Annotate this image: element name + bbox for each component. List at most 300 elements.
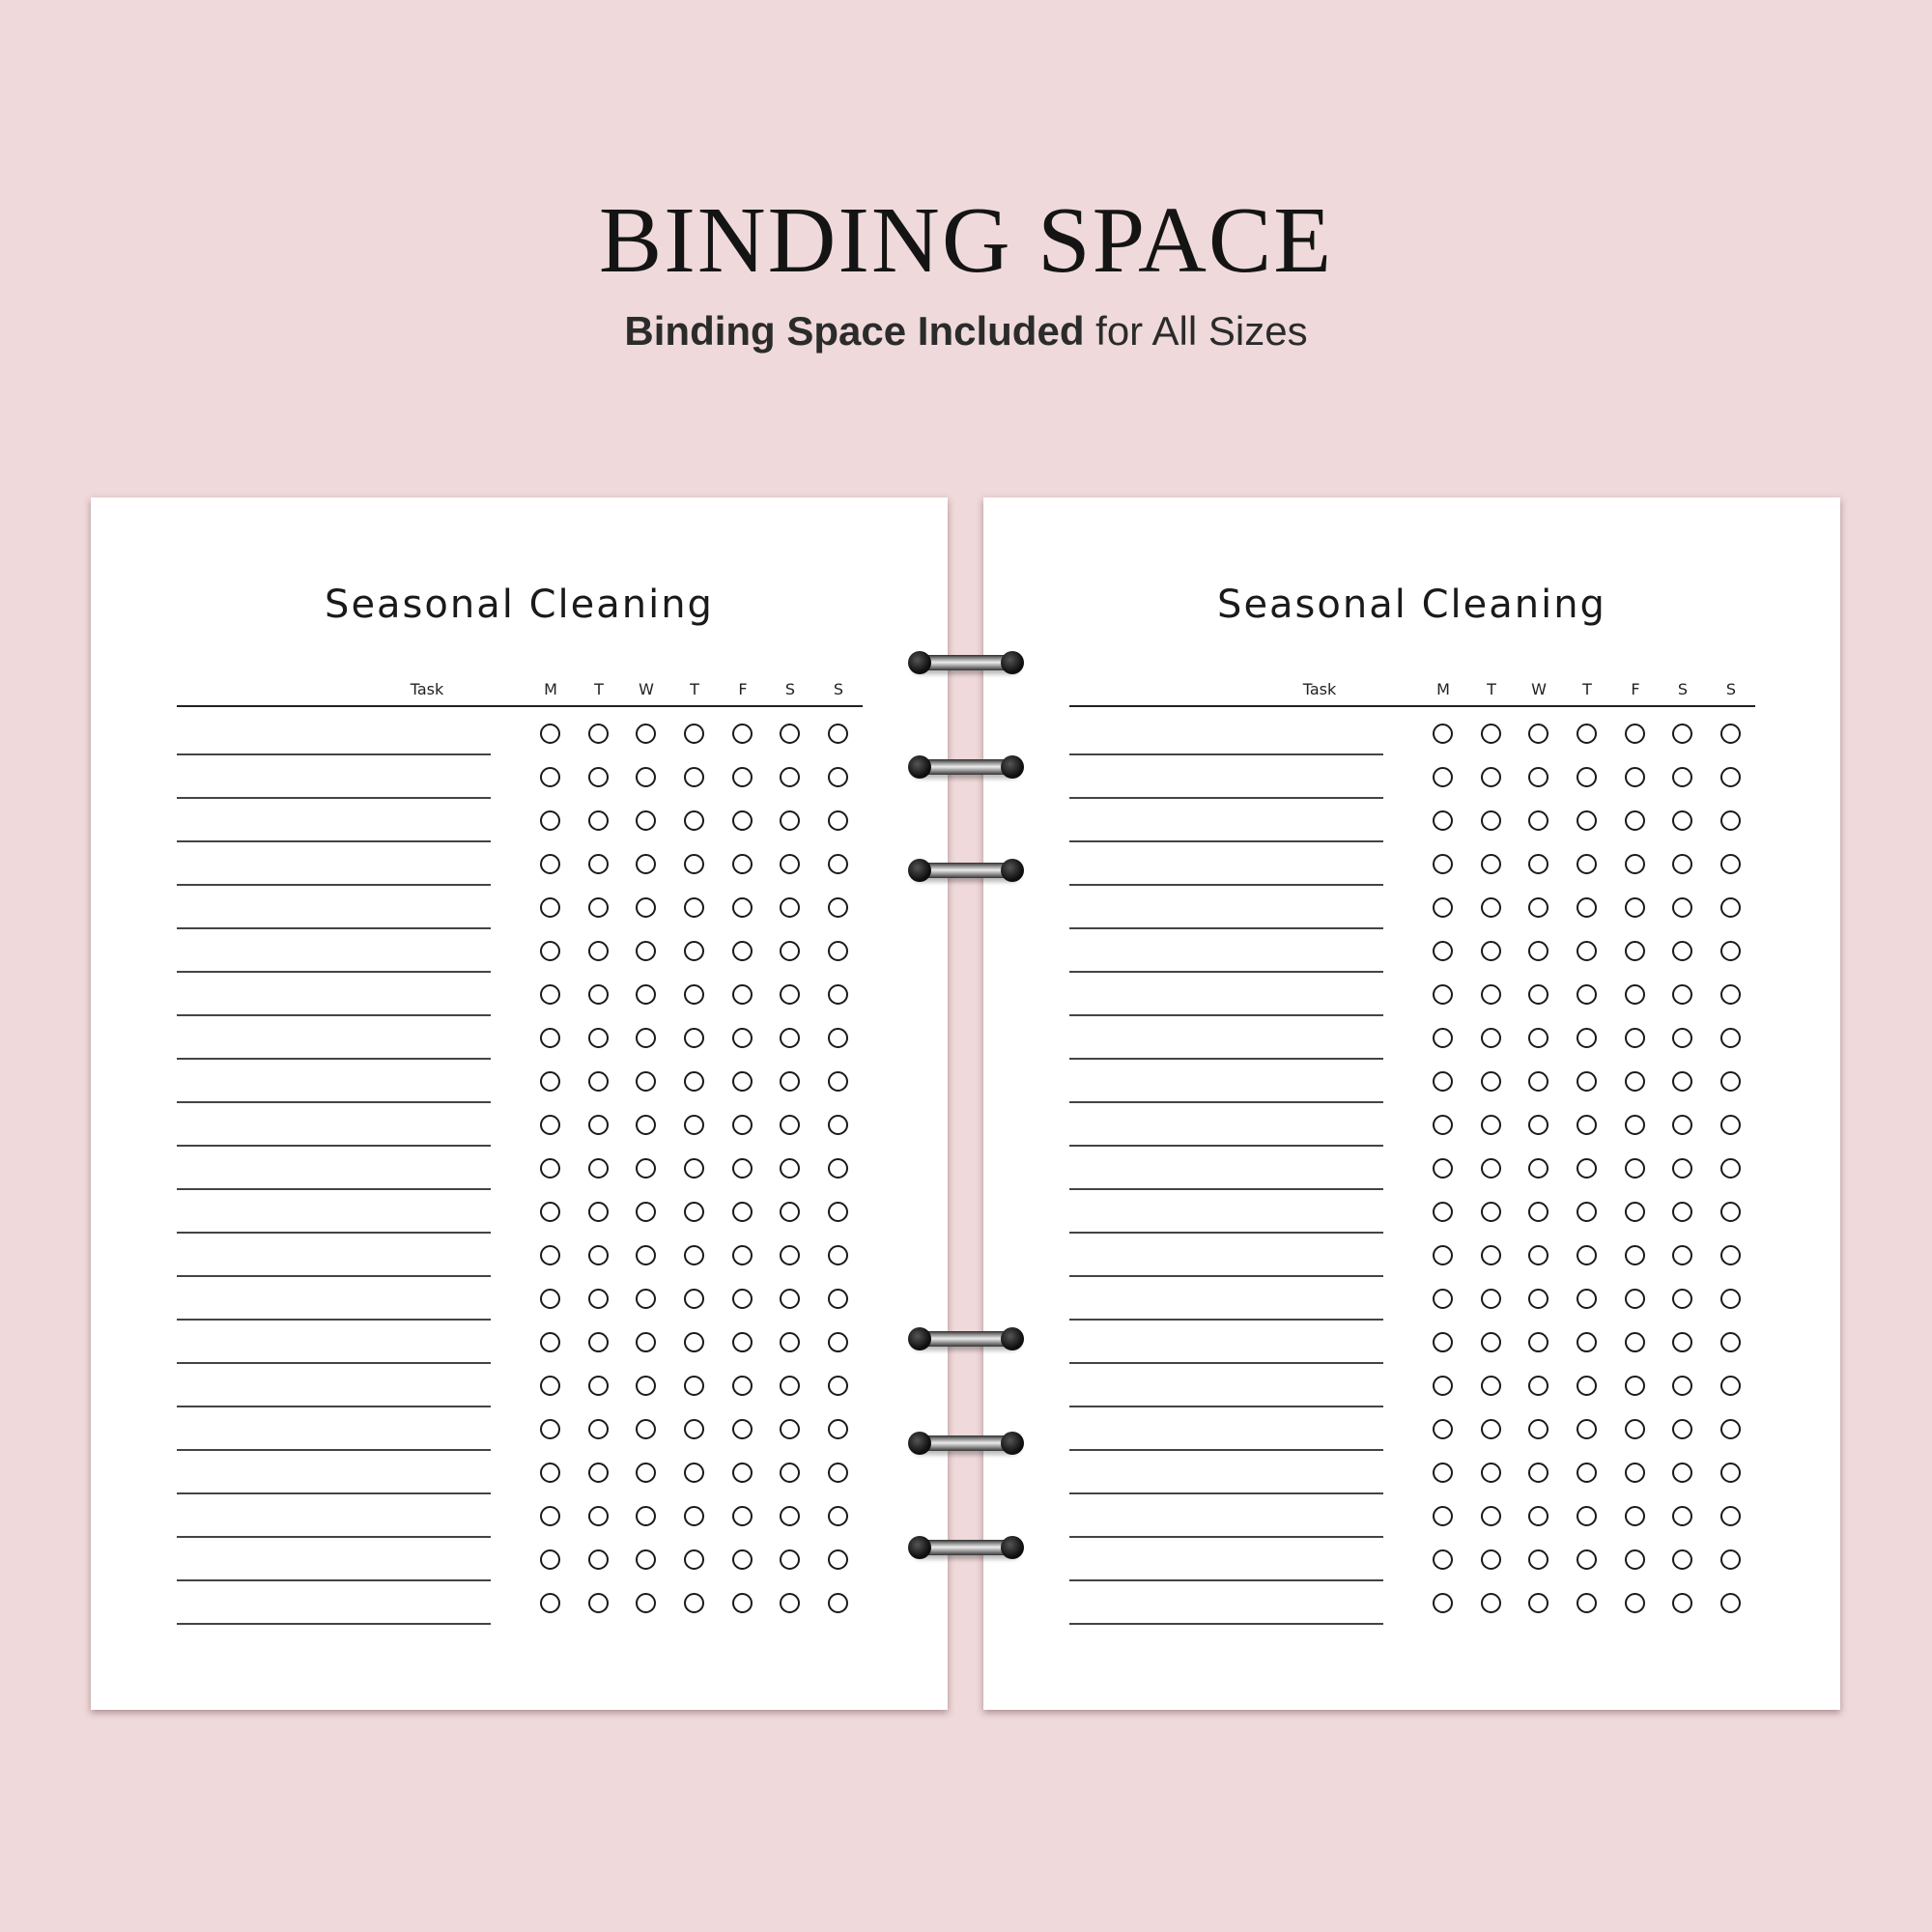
- day-checkbox[interactable]: [1481, 1376, 1501, 1396]
- day-checkbox[interactable]: [1481, 1506, 1501, 1526]
- day-checkbox[interactable]: [1528, 1158, 1548, 1179]
- task-line[interactable]: [1069, 1319, 1383, 1321]
- day-checkbox[interactable]: [1528, 1593, 1548, 1613]
- day-checkbox[interactable]: [588, 1289, 609, 1309]
- day-checkbox[interactable]: [1720, 1028, 1741, 1048]
- day-checkbox[interactable]: [1625, 1245, 1645, 1265]
- day-checkbox[interactable]: [684, 810, 704, 831]
- day-checkbox[interactable]: [732, 897, 753, 918]
- day-checkbox[interactable]: [1720, 1419, 1741, 1439]
- day-checkbox[interactable]: [588, 1506, 609, 1526]
- day-checkbox[interactable]: [540, 1071, 560, 1092]
- day-checkbox[interactable]: [1625, 854, 1645, 874]
- day-checkbox[interactable]: [1481, 897, 1501, 918]
- day-checkbox[interactable]: [636, 1028, 656, 1048]
- day-checkbox[interactable]: [732, 1289, 753, 1309]
- day-checkbox[interactable]: [1672, 1463, 1692, 1483]
- day-checkbox[interactable]: [780, 767, 800, 787]
- day-checkbox[interactable]: [1528, 1419, 1548, 1439]
- day-checkbox[interactable]: [636, 1593, 656, 1613]
- day-checkbox[interactable]: [1577, 1202, 1597, 1222]
- day-checkbox[interactable]: [1528, 854, 1548, 874]
- day-checkbox[interactable]: [1672, 1202, 1692, 1222]
- day-checkbox[interactable]: [540, 1245, 560, 1265]
- day-checkbox[interactable]: [540, 1332, 560, 1352]
- day-checkbox[interactable]: [1528, 1071, 1548, 1092]
- day-checkbox[interactable]: [732, 1506, 753, 1526]
- day-checkbox[interactable]: [828, 1071, 848, 1092]
- day-checkbox[interactable]: [1528, 897, 1548, 918]
- day-checkbox[interactable]: [1528, 1245, 1548, 1265]
- day-checkbox[interactable]: [780, 1463, 800, 1483]
- task-line[interactable]: [177, 927, 491, 929]
- day-checkbox[interactable]: [1481, 1245, 1501, 1265]
- day-checkbox[interactable]: [780, 1202, 800, 1222]
- day-checkbox[interactable]: [588, 724, 609, 744]
- day-checkbox[interactable]: [780, 1419, 800, 1439]
- day-checkbox[interactable]: [684, 767, 704, 787]
- day-checkbox[interactable]: [732, 1332, 753, 1352]
- task-line[interactable]: [177, 1536, 491, 1538]
- day-checkbox[interactable]: [1577, 1289, 1597, 1309]
- day-checkbox[interactable]: [684, 1158, 704, 1179]
- day-checkbox[interactable]: [540, 1115, 560, 1135]
- day-checkbox[interactable]: [780, 1245, 800, 1265]
- day-checkbox[interactable]: [684, 897, 704, 918]
- day-checkbox[interactable]: [684, 1506, 704, 1526]
- day-checkbox[interactable]: [1672, 1419, 1692, 1439]
- day-checkbox[interactable]: [1720, 1549, 1741, 1570]
- day-checkbox[interactable]: [684, 1245, 704, 1265]
- day-checkbox[interactable]: [732, 984, 753, 1005]
- day-checkbox[interactable]: [1528, 1289, 1548, 1309]
- day-checkbox[interactable]: [1672, 941, 1692, 961]
- day-checkbox[interactable]: [1577, 1419, 1597, 1439]
- day-checkbox[interactable]: [1625, 1419, 1645, 1439]
- day-checkbox[interactable]: [1528, 1376, 1548, 1396]
- day-checkbox[interactable]: [1577, 1506, 1597, 1526]
- day-checkbox[interactable]: [1672, 1549, 1692, 1570]
- day-checkbox[interactable]: [828, 897, 848, 918]
- task-line[interactable]: [1069, 1232, 1383, 1234]
- day-checkbox[interactable]: [588, 1593, 609, 1613]
- day-checkbox[interactable]: [588, 1071, 609, 1092]
- day-checkbox[interactable]: [828, 1506, 848, 1526]
- day-checkbox[interactable]: [1528, 724, 1548, 744]
- day-checkbox[interactable]: [732, 1158, 753, 1179]
- task-line[interactable]: [177, 1232, 491, 1234]
- day-checkbox[interactable]: [1625, 1463, 1645, 1483]
- day-checkbox[interactable]: [828, 1202, 848, 1222]
- day-checkbox[interactable]: [1672, 984, 1692, 1005]
- day-checkbox[interactable]: [1720, 810, 1741, 831]
- day-checkbox[interactable]: [732, 1115, 753, 1135]
- day-checkbox[interactable]: [732, 767, 753, 787]
- day-checkbox[interactable]: [1625, 1158, 1645, 1179]
- task-line[interactable]: [177, 1058, 491, 1060]
- day-checkbox[interactable]: [1433, 767, 1453, 787]
- day-checkbox[interactable]: [1433, 1028, 1453, 1048]
- day-checkbox[interactable]: [1481, 1549, 1501, 1570]
- day-checkbox[interactable]: [1433, 1463, 1453, 1483]
- day-checkbox[interactable]: [636, 941, 656, 961]
- day-checkbox[interactable]: [588, 1028, 609, 1048]
- day-checkbox[interactable]: [732, 854, 753, 874]
- day-checkbox[interactable]: [732, 1549, 753, 1570]
- day-checkbox[interactable]: [1625, 724, 1645, 744]
- day-checkbox[interactable]: [828, 767, 848, 787]
- day-checkbox[interactable]: [780, 1506, 800, 1526]
- day-checkbox[interactable]: [1433, 1115, 1453, 1135]
- day-checkbox[interactable]: [636, 1158, 656, 1179]
- day-checkbox[interactable]: [1577, 1332, 1597, 1352]
- day-checkbox[interactable]: [1720, 1376, 1741, 1396]
- day-checkbox[interactable]: [1672, 1376, 1692, 1396]
- day-checkbox[interactable]: [1433, 1332, 1453, 1352]
- day-checkbox[interactable]: [684, 1376, 704, 1396]
- day-checkbox[interactable]: [1625, 1376, 1645, 1396]
- day-checkbox[interactable]: [1625, 1549, 1645, 1570]
- day-checkbox[interactable]: [1672, 1289, 1692, 1309]
- day-checkbox[interactable]: [828, 1245, 848, 1265]
- day-checkbox[interactable]: [1433, 984, 1453, 1005]
- day-checkbox[interactable]: [1720, 1463, 1741, 1483]
- day-checkbox[interactable]: [636, 1506, 656, 1526]
- day-checkbox[interactable]: [1481, 941, 1501, 961]
- day-checkbox[interactable]: [780, 1332, 800, 1352]
- day-checkbox[interactable]: [1433, 1506, 1453, 1526]
- day-checkbox[interactable]: [780, 854, 800, 874]
- task-line[interactable]: [177, 1492, 491, 1494]
- day-checkbox[interactable]: [1577, 854, 1597, 874]
- day-checkbox[interactable]: [636, 1245, 656, 1265]
- day-checkbox[interactable]: [1625, 1202, 1645, 1222]
- day-checkbox[interactable]: [540, 1419, 560, 1439]
- day-checkbox[interactable]: [1672, 1245, 1692, 1265]
- day-checkbox[interactable]: [1481, 1463, 1501, 1483]
- day-checkbox[interactable]: [1528, 1115, 1548, 1135]
- day-checkbox[interactable]: [1577, 984, 1597, 1005]
- day-checkbox[interactable]: [540, 1376, 560, 1396]
- day-checkbox[interactable]: [588, 897, 609, 918]
- day-checkbox[interactable]: [732, 1202, 753, 1222]
- day-checkbox[interactable]: [732, 724, 753, 744]
- day-checkbox[interactable]: [732, 810, 753, 831]
- day-checkbox[interactable]: [1577, 1158, 1597, 1179]
- day-checkbox[interactable]: [828, 1028, 848, 1048]
- task-line[interactable]: [1069, 1188, 1383, 1190]
- day-checkbox[interactable]: [828, 1158, 848, 1179]
- task-line[interactable]: [1069, 884, 1383, 886]
- task-line[interactable]: [1069, 840, 1383, 842]
- day-checkbox[interactable]: [540, 810, 560, 831]
- day-checkbox[interactable]: [1528, 941, 1548, 961]
- day-checkbox[interactable]: [1625, 1115, 1645, 1135]
- day-checkbox[interactable]: [1672, 1506, 1692, 1526]
- day-checkbox[interactable]: [1720, 1071, 1741, 1092]
- day-checkbox[interactable]: [636, 1289, 656, 1309]
- day-checkbox[interactable]: [1720, 854, 1741, 874]
- day-checkbox[interactable]: [684, 1071, 704, 1092]
- day-checkbox[interactable]: [1481, 1028, 1501, 1048]
- day-checkbox[interactable]: [1720, 767, 1741, 787]
- day-checkbox[interactable]: [1720, 1593, 1741, 1613]
- day-checkbox[interactable]: [828, 724, 848, 744]
- task-line[interactable]: [1069, 1449, 1383, 1451]
- day-checkbox[interactable]: [1433, 1289, 1453, 1309]
- day-checkbox[interactable]: [540, 854, 560, 874]
- day-checkbox[interactable]: [1481, 1419, 1501, 1439]
- day-checkbox[interactable]: [588, 1202, 609, 1222]
- day-checkbox[interactable]: [780, 724, 800, 744]
- day-checkbox[interactable]: [1433, 1245, 1453, 1265]
- day-checkbox[interactable]: [1625, 1028, 1645, 1048]
- day-checkbox[interactable]: [540, 1028, 560, 1048]
- day-checkbox[interactable]: [1481, 724, 1501, 744]
- day-checkbox[interactable]: [540, 1549, 560, 1570]
- day-checkbox[interactable]: [1672, 1071, 1692, 1092]
- task-line[interactable]: [177, 1014, 491, 1016]
- day-checkbox[interactable]: [1481, 984, 1501, 1005]
- day-checkbox[interactable]: [732, 941, 753, 961]
- day-checkbox[interactable]: [1720, 984, 1741, 1005]
- day-checkbox[interactable]: [540, 1506, 560, 1526]
- day-checkbox[interactable]: [684, 1332, 704, 1352]
- day-checkbox[interactable]: [732, 1028, 753, 1048]
- task-line[interactable]: [1069, 1406, 1383, 1407]
- day-checkbox[interactable]: [1720, 897, 1741, 918]
- day-checkbox[interactable]: [780, 1158, 800, 1179]
- day-checkbox[interactable]: [780, 1549, 800, 1570]
- day-checkbox[interactable]: [684, 854, 704, 874]
- day-checkbox[interactable]: [828, 854, 848, 874]
- day-checkbox[interactable]: [1433, 897, 1453, 918]
- day-checkbox[interactable]: [684, 1028, 704, 1048]
- day-checkbox[interactable]: [732, 1245, 753, 1265]
- day-checkbox[interactable]: [1481, 1332, 1501, 1352]
- day-checkbox[interactable]: [1528, 1202, 1548, 1222]
- day-checkbox[interactable]: [636, 1463, 656, 1483]
- day-checkbox[interactable]: [1672, 724, 1692, 744]
- day-checkbox[interactable]: [684, 1419, 704, 1439]
- day-checkbox[interactable]: [1577, 941, 1597, 961]
- day-checkbox[interactable]: [732, 1419, 753, 1439]
- day-checkbox[interactable]: [1720, 1202, 1741, 1222]
- day-checkbox[interactable]: [1433, 1549, 1453, 1570]
- day-checkbox[interactable]: [636, 1115, 656, 1135]
- day-checkbox[interactable]: [1481, 1289, 1501, 1309]
- day-checkbox[interactable]: [540, 984, 560, 1005]
- day-checkbox[interactable]: [1433, 1593, 1453, 1613]
- day-checkbox[interactable]: [1672, 1158, 1692, 1179]
- task-line[interactable]: [1069, 1536, 1383, 1538]
- task-line[interactable]: [177, 840, 491, 842]
- day-checkbox[interactable]: [540, 1463, 560, 1483]
- day-checkbox[interactable]: [1625, 897, 1645, 918]
- day-checkbox[interactable]: [636, 767, 656, 787]
- day-checkbox[interactable]: [636, 1071, 656, 1092]
- day-checkbox[interactable]: [1625, 810, 1645, 831]
- day-checkbox[interactable]: [1528, 1028, 1548, 1048]
- day-checkbox[interactable]: [1433, 1202, 1453, 1222]
- day-checkbox[interactable]: [828, 1289, 848, 1309]
- day-checkbox[interactable]: [588, 810, 609, 831]
- day-checkbox[interactable]: [732, 1071, 753, 1092]
- day-checkbox[interactable]: [1433, 1071, 1453, 1092]
- day-checkbox[interactable]: [780, 1115, 800, 1135]
- day-checkbox[interactable]: [780, 1028, 800, 1048]
- day-checkbox[interactable]: [1481, 1202, 1501, 1222]
- day-checkbox[interactable]: [588, 767, 609, 787]
- day-checkbox[interactable]: [684, 984, 704, 1005]
- day-checkbox[interactable]: [1577, 810, 1597, 831]
- day-checkbox[interactable]: [588, 1158, 609, 1179]
- task-line[interactable]: [177, 797, 491, 799]
- day-checkbox[interactable]: [588, 1463, 609, 1483]
- day-checkbox[interactable]: [540, 767, 560, 787]
- day-checkbox[interactable]: [588, 1332, 609, 1352]
- day-checkbox[interactable]: [732, 1376, 753, 1396]
- day-checkbox[interactable]: [588, 1549, 609, 1570]
- day-checkbox[interactable]: [684, 1463, 704, 1483]
- day-checkbox[interactable]: [1433, 1376, 1453, 1396]
- day-checkbox[interactable]: [1481, 1115, 1501, 1135]
- task-line[interactable]: [1069, 927, 1383, 929]
- day-checkbox[interactable]: [1433, 1158, 1453, 1179]
- day-checkbox[interactable]: [780, 810, 800, 831]
- task-line[interactable]: [1069, 1579, 1383, 1581]
- day-checkbox[interactable]: [588, 984, 609, 1005]
- day-checkbox[interactable]: [1625, 1593, 1645, 1613]
- day-checkbox[interactable]: [540, 1202, 560, 1222]
- day-checkbox[interactable]: [1577, 897, 1597, 918]
- day-checkbox[interactable]: [540, 724, 560, 744]
- day-checkbox[interactable]: [1481, 1071, 1501, 1092]
- day-checkbox[interactable]: [828, 810, 848, 831]
- day-checkbox[interactable]: [1577, 1028, 1597, 1048]
- day-checkbox[interactable]: [780, 941, 800, 961]
- day-checkbox[interactable]: [1720, 941, 1741, 961]
- day-checkbox[interactable]: [1625, 767, 1645, 787]
- day-checkbox[interactable]: [588, 941, 609, 961]
- task-line[interactable]: [1069, 797, 1383, 799]
- day-checkbox[interactable]: [684, 1202, 704, 1222]
- task-line[interactable]: [1069, 1014, 1383, 1016]
- day-checkbox[interactable]: [828, 1549, 848, 1570]
- task-line[interactable]: [1069, 1275, 1383, 1277]
- day-checkbox[interactable]: [1625, 984, 1645, 1005]
- day-checkbox[interactable]: [1481, 767, 1501, 787]
- day-checkbox[interactable]: [780, 1593, 800, 1613]
- day-checkbox[interactable]: [636, 984, 656, 1005]
- day-checkbox[interactable]: [1528, 810, 1548, 831]
- day-checkbox[interactable]: [1720, 1158, 1741, 1179]
- day-checkbox[interactable]: [636, 897, 656, 918]
- day-checkbox[interactable]: [540, 1158, 560, 1179]
- day-checkbox[interactable]: [1672, 810, 1692, 831]
- day-checkbox[interactable]: [1577, 767, 1597, 787]
- day-checkbox[interactable]: [1481, 1158, 1501, 1179]
- day-checkbox[interactable]: [1577, 1376, 1597, 1396]
- task-line[interactable]: [177, 1449, 491, 1451]
- day-checkbox[interactable]: [636, 1549, 656, 1570]
- day-checkbox[interactable]: [636, 1202, 656, 1222]
- day-checkbox[interactable]: [1528, 1332, 1548, 1352]
- day-checkbox[interactable]: [828, 1332, 848, 1352]
- task-line[interactable]: [177, 1623, 491, 1625]
- day-checkbox[interactable]: [1481, 1593, 1501, 1613]
- day-checkbox[interactable]: [1672, 1593, 1692, 1613]
- task-line[interactable]: [1069, 1101, 1383, 1103]
- task-line[interactable]: [177, 1145, 491, 1147]
- task-line[interactable]: [177, 1579, 491, 1581]
- day-checkbox[interactable]: [636, 1419, 656, 1439]
- day-checkbox[interactable]: [636, 724, 656, 744]
- day-checkbox[interactable]: [1672, 1332, 1692, 1352]
- day-checkbox[interactable]: [684, 1549, 704, 1570]
- day-checkbox[interactable]: [1625, 1289, 1645, 1309]
- day-checkbox[interactable]: [732, 1593, 753, 1613]
- task-line[interactable]: [177, 1319, 491, 1321]
- day-checkbox[interactable]: [780, 1289, 800, 1309]
- day-checkbox[interactable]: [1625, 1071, 1645, 1092]
- day-checkbox[interactable]: [1433, 941, 1453, 961]
- day-checkbox[interactable]: [1672, 897, 1692, 918]
- day-checkbox[interactable]: [732, 1463, 753, 1483]
- day-checkbox[interactable]: [1672, 854, 1692, 874]
- day-checkbox[interactable]: [828, 1115, 848, 1135]
- day-checkbox[interactable]: [1528, 1506, 1548, 1526]
- day-checkbox[interactable]: [828, 984, 848, 1005]
- day-checkbox[interactable]: [1625, 1332, 1645, 1352]
- day-checkbox[interactable]: [1577, 724, 1597, 744]
- day-checkbox[interactable]: [1672, 767, 1692, 787]
- day-checkbox[interactable]: [588, 1419, 609, 1439]
- day-checkbox[interactable]: [828, 1463, 848, 1483]
- day-checkbox[interactable]: [1577, 1593, 1597, 1613]
- day-checkbox[interactable]: [684, 1593, 704, 1613]
- day-checkbox[interactable]: [684, 724, 704, 744]
- task-line[interactable]: [1069, 1362, 1383, 1364]
- task-line[interactable]: [1069, 753, 1383, 755]
- day-checkbox[interactable]: [1672, 1115, 1692, 1135]
- day-checkbox[interactable]: [588, 1245, 609, 1265]
- day-checkbox[interactable]: [1481, 810, 1501, 831]
- day-checkbox[interactable]: [684, 941, 704, 961]
- day-checkbox[interactable]: [1577, 1115, 1597, 1135]
- day-checkbox[interactable]: [636, 1376, 656, 1396]
- task-line[interactable]: [1069, 1058, 1383, 1060]
- day-checkbox[interactable]: [588, 1115, 609, 1135]
- day-checkbox[interactable]: [1625, 1506, 1645, 1526]
- day-checkbox[interactable]: [540, 1289, 560, 1309]
- day-checkbox[interactable]: [780, 1071, 800, 1092]
- task-line[interactable]: [1069, 1492, 1383, 1494]
- task-line[interactable]: [177, 1188, 491, 1190]
- day-checkbox[interactable]: [540, 941, 560, 961]
- day-checkbox[interactable]: [780, 984, 800, 1005]
- task-line[interactable]: [177, 1101, 491, 1103]
- day-checkbox[interactable]: [1433, 810, 1453, 831]
- day-checkbox[interactable]: [1577, 1463, 1597, 1483]
- day-checkbox[interactable]: [1528, 984, 1548, 1005]
- day-checkbox[interactable]: [684, 1289, 704, 1309]
- task-line[interactable]: [177, 753, 491, 755]
- day-checkbox[interactable]: [636, 854, 656, 874]
- day-checkbox[interactable]: [540, 897, 560, 918]
- task-line[interactable]: [177, 884, 491, 886]
- day-checkbox[interactable]: [1625, 941, 1645, 961]
